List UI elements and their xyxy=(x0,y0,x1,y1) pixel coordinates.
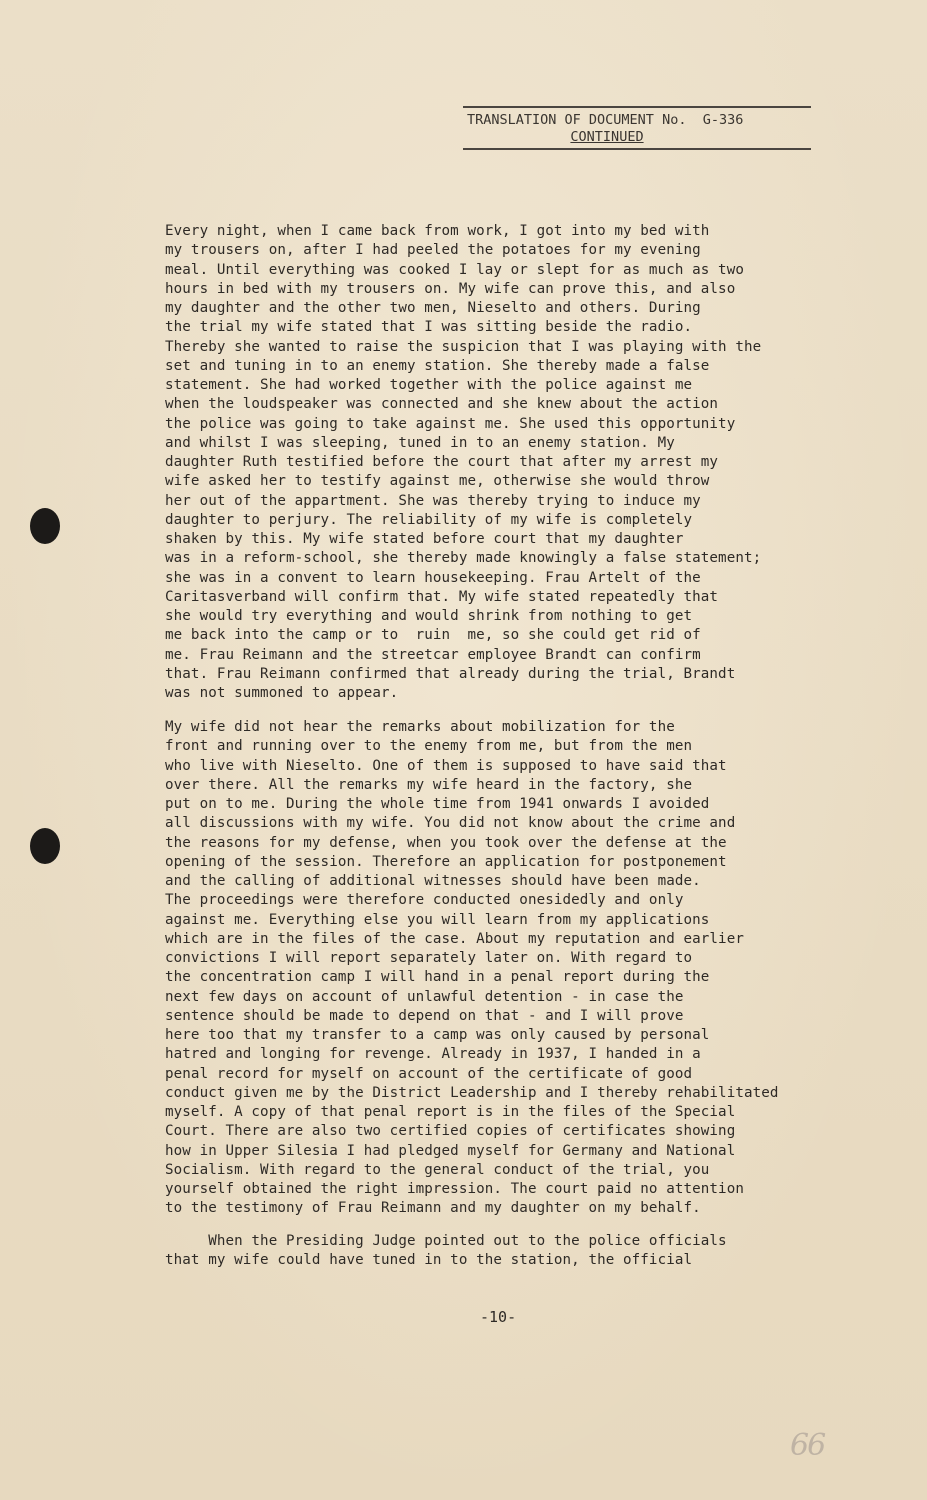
text-line: that my wife could have tuned in to the station, the official xyxy=(165,1252,693,1269)
text-line: hours in bed with my trousers on. My wife can prove this, and also xyxy=(165,280,736,297)
text-line: the reasons for my defense, when you took over the defense at the xyxy=(165,834,727,851)
text-line: and the calling of additional witnesses should have been made. xyxy=(165,873,701,889)
paragraph-3 xyxy=(165,1232,845,1271)
text-line: which are in the files of the case. About my reputation and earlier xyxy=(165,930,744,947)
text-line: me back into the camp or to ruin me, so she could get rid of xyxy=(165,627,701,644)
text-line: The proceedings were therefore conducted onesidedly and only xyxy=(165,892,684,909)
document-header xyxy=(463,106,811,150)
text-line: conduct given me by the District Leadership and I thereby rehabilitated xyxy=(165,1084,779,1101)
text-line: put on to me. During the whole time from 1941 onwards I avoided xyxy=(165,796,710,812)
text-line: hatred and longing for revenge. Already in 1937, I handed in a xyxy=(165,1046,701,1063)
header-continued: CONTINUED xyxy=(570,129,644,145)
text-line: was not summoned to appear. xyxy=(165,685,399,701)
text-line: and whilst I was sleeping, tuned in to an enemy station. My xyxy=(165,434,675,451)
text-line: penal record for myself on account of the certificate of good xyxy=(165,1065,693,1082)
text-line: how in Upper Silesia I had pledged myself for Germany and National xyxy=(165,1142,736,1159)
text-line: daughter to perjury. The reliability of my wife is completely xyxy=(165,511,693,528)
text-line: Every night, when I came back from work, I got into my bed with xyxy=(165,223,710,239)
text-line: statement. She had worked together with the police against me xyxy=(165,377,693,393)
text-line: when the loudspeaker was connected and she knew about the action xyxy=(165,396,719,413)
text-line: my trousers on, after I had peeled the potatoes for my evening xyxy=(165,242,701,259)
text-line: next few days on account of unlawful detention - in case the xyxy=(165,988,684,1005)
text-line: opening of the session. Therefore an application for postponement xyxy=(165,853,727,870)
text-line: the concentration camp I will hand in a penal report during the xyxy=(165,969,710,986)
text-line: her out of the appartment. She was thereby trying to induce my xyxy=(165,492,701,509)
text-line: who live with Nieselto. One of them is supposed to have said that xyxy=(165,757,727,774)
page-number: -10- xyxy=(480,1308,517,1326)
text-line: all discussions with my wife. You did not know about the crime and xyxy=(165,815,736,832)
text-line: the trial my wife stated that I was sitting beside the radio. xyxy=(165,319,693,336)
text-line: me. Frau Reimann and the streetcar employee Brandt can confirm xyxy=(165,646,701,663)
text-line: set and tuning in to an enemy station. She thereby made a false xyxy=(165,357,710,374)
text-line: When the Presiding Judge pointed out to the police officials xyxy=(165,1233,727,1249)
paragraph-1 xyxy=(165,222,845,703)
text-line: the police was going to take against me. She used this opportunity xyxy=(165,415,736,432)
text-line: she was in a convent to learn housekeeping. Frau Artelt of the xyxy=(165,569,701,586)
header-title: TRANSLATION OF DOCUMENT No. G-336 xyxy=(467,112,744,128)
text-line: meal. Until everything was cooked I lay or slept for as much as two xyxy=(165,261,744,278)
punch-hole-bottom xyxy=(30,828,60,864)
text-line: she would try everything and would shrink from nothing to get xyxy=(165,608,693,624)
text-line: Thereby she wanted to raise the suspicion that I was playing with the xyxy=(165,338,762,355)
text-line: here too that my transfer to a camp was only caused by personal xyxy=(165,1027,710,1043)
text-line: Caritasverband will confirm that. My wife stated repeatedly that xyxy=(165,588,719,605)
text-line: sentence should be made to depend on that - and I will prove xyxy=(165,1007,684,1024)
text-line: against me. Everything else you will learn from my applications xyxy=(165,911,710,928)
text-line: wife asked her to testify against me, otherwise she would throw xyxy=(165,473,710,490)
text-line: to the testimony of Frau Reimann and my daughter on my behalf. xyxy=(165,1200,701,1217)
text-line: yourself obtained the right impression. The court paid no attention xyxy=(165,1181,744,1197)
text-line: Court. There are also two certified copies of certificates showing xyxy=(165,1123,736,1140)
text-line: front and running over to the enemy from me, but from the men xyxy=(165,738,693,755)
text-line: that. Frau Reimann confirmed that already during the trial, Brandt xyxy=(165,665,736,682)
text-line: shaken by this. My wife stated before court that my daughter xyxy=(165,531,684,547)
text-line: over there. All the remarks my wife heard in the factory, she xyxy=(165,776,693,793)
text-line: My wife did not hear the remarks about mobilization for the xyxy=(165,719,675,735)
text-line: was in a reform-school, she thereby made knowingly a false statement; xyxy=(165,550,762,567)
text-line: Socialism. With regard to the general conduct of the trial, you xyxy=(165,1161,710,1178)
handwritten-note: 66 xyxy=(790,1428,825,1463)
text-line: my daughter and the other two men, Nieselto and others. During xyxy=(165,300,701,316)
text-line: myself. A copy of that penal report is in the files of the Special xyxy=(165,1104,736,1120)
text-line: convictions I will report separately later on. With regard to xyxy=(165,950,693,966)
paragraph-2 xyxy=(165,718,845,1219)
punch-hole-top xyxy=(30,508,60,544)
text-line: daughter Ruth testified before the court that after my arrest my xyxy=(165,454,719,470)
